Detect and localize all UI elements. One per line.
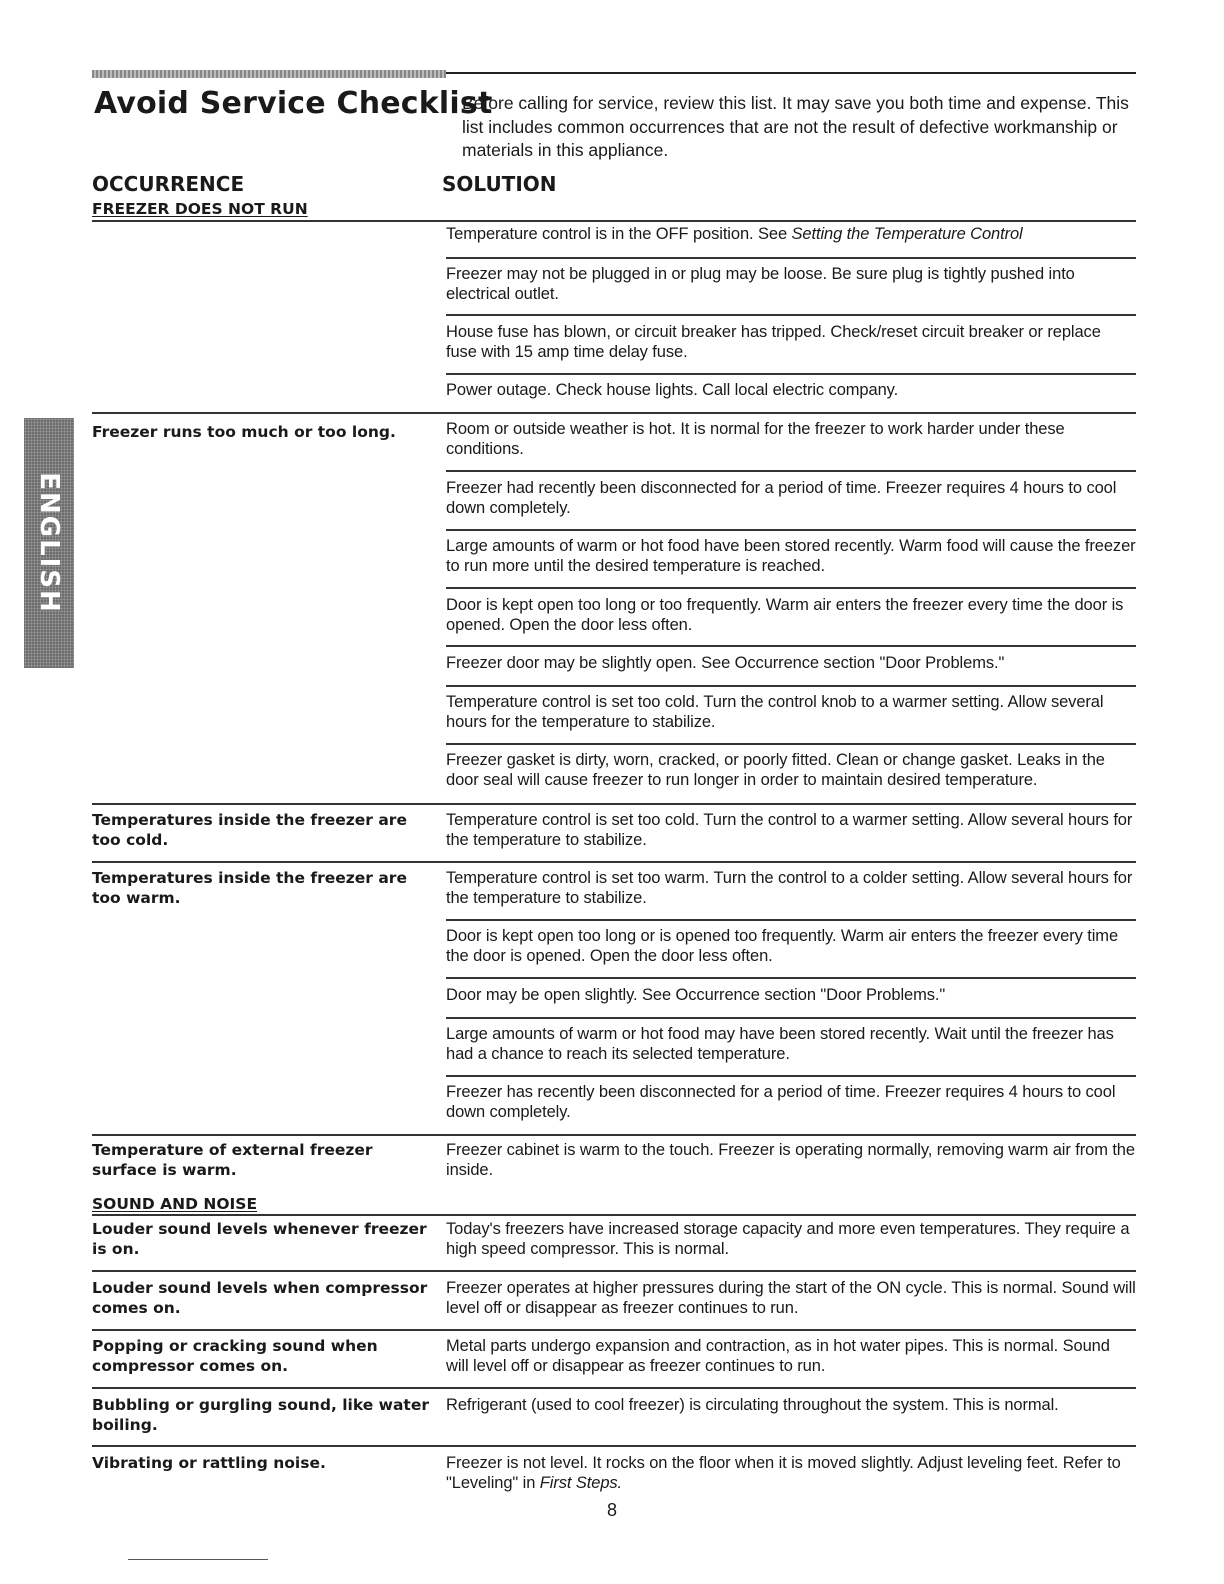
occurrence-text: Bubbling or gurgling sound, like water boiling. — [92, 1396, 429, 1434]
occurrence-text: Temperatures inside the freezer are too warm. — [92, 869, 407, 907]
solution-text: Room or outside weather is hot. It is normal for the freezer to work harder under these conditions. — [446, 420, 1065, 458]
row-divider — [446, 373, 1136, 375]
row-divider — [446, 919, 1136, 921]
solution-reference: Setting the Temperature Control — [791, 225, 1023, 243]
solution-text: Large amounts of warm or hot food may have been stored recently. Wait until the freezer has had a chance to reach its selected temperature. — [446, 1025, 1114, 1063]
solution-text: Freezer gasket is dirty, worn, cracked, or poorly fitted. Clean or change gasket. Leaks in the door seal will cause freezer to run longer in order to maintain desired temperature. — [446, 751, 1105, 789]
solution-text: House fuse has blown, or circuit breaker has tripped. Check/reset circuit breaker or replace fuse with 15 amp time delay fuse. — [446, 323, 1101, 361]
solution-text: Temperature control is in the OFF position. See Setting the Temperature Control — [446, 225, 1023, 243]
solution-text: Metal parts undergo expansion and contraction, as in hot water pipes. This is normal. Sound will level off or disappear as freezer continues to run. — [446, 1337, 1110, 1375]
occurrence-text: Freezer runs too much or too long. — [92, 423, 396, 441]
section-freezer-does-not-run: FREEZER DOES NOT RUN — [92, 200, 308, 218]
solution-text: Freezer may not be plugged in or plug may be loose. Be sure plug is tightly pushed into electrical outlet. — [446, 265, 1075, 303]
occurrence-text: Temperature of external freezer surface is warm. — [92, 1141, 373, 1179]
row-divider — [92, 1445, 1136, 1447]
section-sound-and-noise: SOUND AND NOISE — [92, 1195, 258, 1213]
occurrence-text: Louder sound levels when compressor comes on. — [92, 1279, 428, 1317]
solution-text: Freezer is not level. It rocks on the floor when it is moved slightly. Adjust leveling feet. Refer to "Leveling" in First Steps. — [446, 1454, 1121, 1492]
solution-text: Freezer cabinet is warm to the touch. Freezer is operating normally, removing warm air from the inside. — [446, 1141, 1135, 1179]
solution-text: Temperature control is set too cold. Turn the control knob to a warmer setting. Allow several hours for the temperature to stabilize. — [446, 693, 1104, 731]
row-divider — [446, 645, 1136, 647]
occurrence-text: Popping or cracking sound when compressor comes on. — [92, 1337, 378, 1375]
solution-text: Temperature control is set too cold. Turn the control to a warmer setting. Allow several hours for the temperature to stabilize. — [446, 811, 1133, 849]
row-divider — [92, 1270, 1136, 1272]
solution-reference: First Steps. — [539, 1473, 623, 1492]
row-divider — [446, 1075, 1136, 1077]
row-divider — [92, 1387, 1136, 1389]
solution-text: Freezer operates at higher pressures during the start of the ON cycle. This is normal. Sound will level off or disappear as freezer continues to run. — [446, 1279, 1136, 1317]
row-divider — [446, 529, 1136, 531]
footer-rule — [128, 1559, 268, 1560]
solution-text: Refrigerant (used to cool freezer) is circulating throughout the system. This is normal. — [446, 1396, 1059, 1414]
row-divider — [446, 587, 1136, 589]
solution-text: Door may be open slightly. See Occurrence section "Door Problems." — [446, 986, 946, 1004]
occurrence-text: Temperatures inside the freezer are too cold. — [92, 811, 407, 849]
row-divider — [92, 861, 1136, 863]
row-divider — [92, 1329, 1136, 1331]
row-divider — [446, 977, 1136, 979]
solution-text: Today's freezers have increased storage capacity and more even temperatures. They require a high speed compressor. This is normal. — [446, 1220, 1130, 1258]
row-divider — [446, 685, 1136, 687]
row-divider — [92, 412, 1136, 414]
solution-text: Freezer door may be slightly open. See Occurrence section "Door Problems." — [446, 654, 1005, 672]
solution-text: Temperature control is set too warm. Turn the control to a colder setting. Allow several hours for the temperature to stabilize. — [446, 869, 1133, 907]
solution-text: Freezer had recently been disconnected for a period of time. Freezer requires 4 hours to cool down completely. — [446, 479, 1117, 517]
solution-text: Power outage. Check house lights. Call local electric company. — [446, 381, 899, 399]
occurrence-header: OCCURRENCE — [92, 172, 245, 196]
row-divider — [446, 314, 1136, 316]
page-title: Avoid Service Checklist — [94, 86, 493, 121]
solution-text: Door is kept open too long or is opened too frequently. Warm air enters the freezer every time the door is opened. Open the door less often. — [446, 927, 1119, 965]
language-tab-label: ENGLISH — [34, 472, 64, 614]
occurrence-text: Louder sound levels whenever freezer is on. — [92, 1220, 427, 1258]
row-divider — [92, 220, 1136, 222]
occurrence-text: Vibrating or rattling noise. — [92, 1454, 326, 1472]
page-number: 8 — [606, 1500, 617, 1520]
row-divider — [92, 1214, 1136, 1216]
row-divider — [446, 1017, 1136, 1019]
intro-paragraph: Before calling for service, review this list. It may save you both time and expense. This list includes common occurrences that are not the result of defective workmanship or materials in this appliance. — [462, 93, 1129, 160]
solution-text: Door is kept open too long or too frequently. Warm air enters the freezer every time the door is opened. Open the door less often. — [446, 596, 1124, 634]
solution-header: SOLUTION — [442, 172, 557, 196]
row-divider — [446, 470, 1136, 472]
solution-text: Large amounts of warm or hot food have been stored recently. Warm food will cause the freezer to run more until the desired temperature is reached. — [446, 537, 1136, 575]
row-divider — [446, 257, 1136, 259]
solution-text: Freezer has recently been disconnected for a period of time. Freezer requires 4 hours to cool down completely. — [446, 1083, 1116, 1121]
row-divider — [446, 743, 1136, 745]
row-divider — [92, 803, 1136, 805]
row-divider — [92, 1134, 1136, 1136]
